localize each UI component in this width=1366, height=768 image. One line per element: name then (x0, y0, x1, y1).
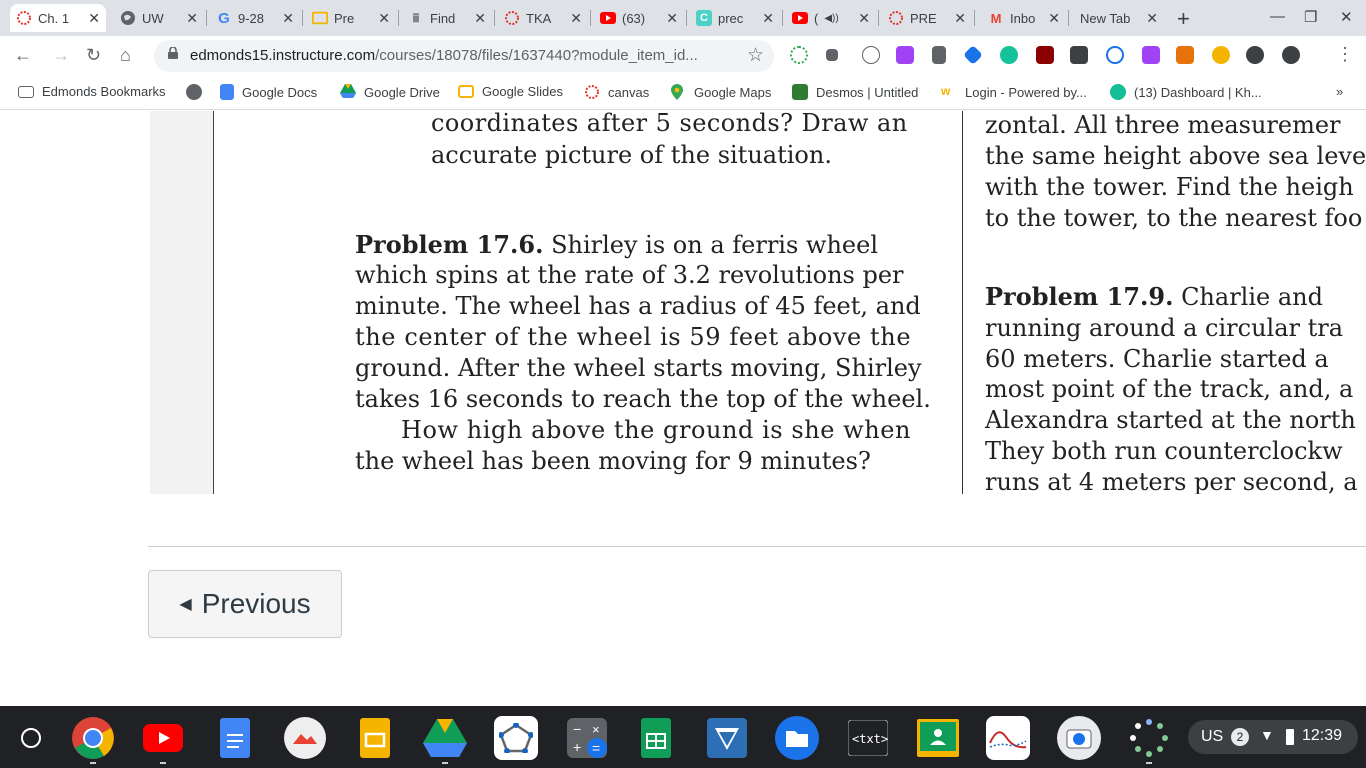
extension-diamond-icon[interactable] (963, 45, 983, 65)
close-icon[interactable]: ✕ (666, 10, 678, 26)
divider (148, 546, 1366, 547)
maps-icon (670, 84, 686, 100)
locale-label: US (1201, 728, 1224, 745)
problem-17-9-line: Alexandra started at the north (985, 406, 1356, 434)
lock-icon (168, 47, 178, 59)
extension-brush-icon[interactable] (932, 46, 946, 64)
right-text-line: zontal. All three measuremer (985, 111, 1341, 139)
previous-button[interactable] (148, 570, 342, 638)
bookmarks-bar (0, 76, 1366, 110)
problem-17-9-line: most point of the track, and, a (985, 375, 1354, 403)
bookmark-google-maps[interactable]: Google Maps (670, 84, 771, 100)
classroom-app-icon[interactable] (916, 716, 960, 760)
system-tray[interactable] (1188, 720, 1358, 754)
tab-title: UW (142, 10, 164, 26)
left-text-line: coordinates after 5 seconds? Draw an (431, 111, 908, 137)
text-app-icon[interactable] (846, 716, 890, 760)
new-tab-button[interactable]: + (1177, 6, 1190, 31)
canvas-icon (16, 10, 32, 26)
problem-17-9-line: They both run counterclockw (985, 437, 1343, 465)
browser-toolbar (0, 36, 1366, 76)
reload-icon[interactable]: ↻ (86, 45, 102, 65)
problem-17-9-line: runs at 4 meters per second, a (985, 468, 1358, 494)
right-text-line: the same height above sea leve (985, 142, 1366, 170)
close-icon[interactable]: ✕ (186, 10, 198, 26)
close-icon[interactable]: ✕ (1146, 10, 1158, 26)
extension-coin-icon[interactable] (1212, 46, 1230, 64)
tab-10[interactable] (982, 4, 1066, 32)
forward-icon[interactable]: → (52, 45, 70, 65)
c-icon: C (696, 10, 712, 26)
tab-3[interactable] (306, 4, 396, 32)
bookmarks-overflow[interactable]: » (1336, 84, 1344, 99)
bookmark-canvas[interactable]: canvas (584, 84, 649, 100)
slides-app-icon[interactable] (353, 716, 397, 760)
clock: 12:39 (1302, 727, 1343, 744)
problem-17-6-line: How high above the ground is she when (401, 416, 912, 444)
calculator-app-icon[interactable] (565, 716, 609, 760)
close-icon[interactable]: ✕ (378, 10, 390, 26)
problem-17-6-line: the wheel has been moving for 9 minutes? (355, 447, 871, 475)
gmail-icon: M (990, 10, 1002, 26)
window-close-icon[interactable]: ✕ (1340, 9, 1353, 26)
docs-icon (220, 84, 234, 100)
bookmark-desmos[interactable]: Desmos | Untitled (792, 84, 918, 100)
graph-app-icon[interactable] (986, 716, 1030, 760)
bookmark-google-docs[interactable]: Google Docs (220, 84, 317, 100)
bookmark-khan[interactable]: (13) Dashboard | Kh... (1110, 84, 1262, 100)
bookmark-google-drive[interactable]: Google Drive (340, 84, 440, 100)
globe-icon (186, 84, 202, 100)
bookmark-login[interactable]: w Login - Powered by... (941, 84, 1087, 100)
problem-17-9-line: running around a circular tra (985, 314, 1344, 342)
extension-globe-icon[interactable] (1106, 46, 1124, 64)
canvas-icon (584, 84, 600, 100)
wifi-icon: ▼ (1260, 727, 1274, 743)
tab-title: New Tab (1080, 10, 1131, 26)
extension-vpn-icon[interactable] (1246, 46, 1264, 64)
notification-badge: 2 (1231, 728, 1249, 746)
find-icon: ⅲ (412, 12, 420, 25)
tab-7[interactable] (690, 4, 780, 32)
bookmark-globe[interactable] (186, 84, 210, 100)
bookmark-edmonds[interactable]: Edmonds Bookmarks (18, 84, 166, 99)
close-icon[interactable]: ✕ (474, 10, 486, 26)
doc-margin (150, 111, 214, 494)
right-text-line: with the tower. Find the heigh (985, 173, 1354, 201)
svg-text:+: + (573, 739, 582, 755)
problem-17-6-line: Problem 17.6. Shirley is on a ferris wheel (355, 230, 879, 259)
camera-app-icon[interactable] (1057, 716, 1101, 760)
home-icon[interactable]: ⌂ (120, 45, 131, 65)
tab-title: Find (430, 10, 456, 26)
pen-app-icon[interactable] (705, 716, 749, 760)
close-icon[interactable]: ✕ (88, 10, 100, 26)
tab-1[interactable] (114, 4, 204, 32)
previous-label: Previous (201, 588, 311, 619)
close-icon[interactable]: ✕ (954, 10, 966, 26)
close-icon[interactable]: ✕ (570, 10, 582, 26)
tab-2[interactable] (210, 4, 300, 32)
files-app-icon[interactable] (775, 716, 819, 760)
problem-17-6-line: minute. The wheel has a radius of 45 feet, and (355, 292, 921, 320)
problem-17-6-line: the center of the wheel is 59 feet above the (355, 323, 912, 351)
tab-5[interactable] (498, 4, 588, 32)
svg-text:−: − (573, 721, 582, 737)
svg-text:×: × (592, 722, 600, 737)
extension-square-icon[interactable] (826, 49, 838, 61)
photos-app-icon[interactable] (283, 716, 327, 760)
extension-loader-icon[interactable] (790, 46, 808, 64)
close-icon[interactable]: ✕ (1048, 10, 1060, 26)
problem-17-6-line: ground. After the wheel starts moving, Shirley (355, 354, 922, 382)
youtube-icon (600, 10, 616, 26)
slides-icon (312, 10, 328, 26)
folder-icon (18, 86, 34, 98)
tab-title: PRE (910, 10, 937, 26)
pdf-document (150, 111, 1366, 494)
slides-icon (458, 85, 474, 98)
extension-vpn2-icon[interactable] (1282, 46, 1300, 64)
tab-strip (0, 0, 1366, 36)
tab-4[interactable] (402, 4, 492, 32)
minimize-icon[interactable]: — (1270, 8, 1285, 25)
sheets-app-icon[interactable] (634, 716, 678, 760)
drive-app-icon[interactable] (423, 716, 467, 760)
tab-11[interactable] (1074, 4, 1164, 32)
close-icon[interactable]: ✕ (282, 10, 294, 26)
url-text: edmonds15.instructure.com/courses/18078/files/1637440?module_item_id... (190, 47, 698, 64)
svg-text:=: = (592, 740, 601, 756)
speaker-icon[interactable]: ◀)) (824, 12, 839, 24)
column-divider (962, 111, 963, 494)
battery-icon (1286, 729, 1294, 745)
tab-title: Inbo (1010, 10, 1036, 26)
youtube-icon (792, 10, 808, 26)
chrome-icon[interactable] (71, 716, 115, 760)
globe-icon (120, 10, 136, 26)
tab-9[interactable] (882, 4, 972, 32)
pdf-icon[interactable] (1176, 46, 1194, 64)
canvas-icon (888, 10, 904, 26)
tab-title: prec (718, 10, 744, 26)
bookmark-star-icon[interactable]: ☆ (746, 45, 764, 66)
khan-icon (1110, 84, 1126, 100)
restore-icon[interactable]: ❐ (1304, 9, 1318, 26)
back-icon[interactable]: ← (14, 45, 32, 65)
geometry-app-icon[interactable] (494, 716, 538, 760)
menu-kebab-icon[interactable]: ⋮ (1336, 44, 1354, 64)
tab-title: TKA (526, 10, 552, 26)
svg-text:<txt>: <txt> (852, 732, 888, 746)
tab-title: Pre (334, 10, 355, 26)
tab-6[interactable] (594, 4, 684, 32)
problem-17-6-line: which spins at the rate of 3.2 revolutions per (355, 261, 904, 289)
extension-figure-icon[interactable] (1070, 46, 1088, 64)
launcher-icon[interactable] (21, 728, 41, 748)
tab-title: (63) (622, 10, 646, 26)
extension-puzzle-icon[interactable] (896, 46, 914, 64)
drive-icon (340, 84, 356, 100)
problem-17-9-line: Problem 17.9. Charlie and (985, 282, 1323, 311)
tab-0[interactable] (10, 4, 106, 32)
grammarly-icon[interactable] (1000, 46, 1018, 64)
desmos-icon (792, 84, 808, 100)
extension-shield-icon[interactable] (1036, 46, 1054, 64)
docs-app-icon[interactable] (213, 716, 257, 760)
loading-app-icon[interactable] (1127, 716, 1171, 760)
bookmark-google-slides[interactable]: Google Slides (458, 84, 563, 99)
close-icon[interactable]: ✕ (858, 10, 870, 26)
right-text-line: to the tower, to the nearest foo (985, 204, 1363, 232)
extension-purple-icon[interactable] (1142, 46, 1160, 64)
tab-title: ( (814, 10, 819, 26)
left-text-line: accurate picture of the situation. (431, 141, 832, 169)
tab-title: Ch. 1 (38, 10, 70, 26)
tab-8[interactable] (786, 4, 876, 32)
close-icon[interactable]: ✕ (762, 10, 774, 26)
caret-left-icon: ◀ (179, 596, 192, 613)
google-icon: G (218, 9, 230, 27)
tab-title: 9-28 (238, 10, 265, 26)
address-bar[interactable] (154, 40, 774, 72)
problem-17-6-line: takes 16 seconds to reach the top of the wheel. (355, 385, 931, 413)
canvas-icon (504, 10, 520, 26)
problem-17-9-line: 60 meters. Charlie started a (985, 345, 1329, 373)
youtube-app-icon[interactable] (141, 716, 185, 760)
help-icon[interactable] (862, 46, 880, 64)
w-icon: w (941, 84, 951, 98)
